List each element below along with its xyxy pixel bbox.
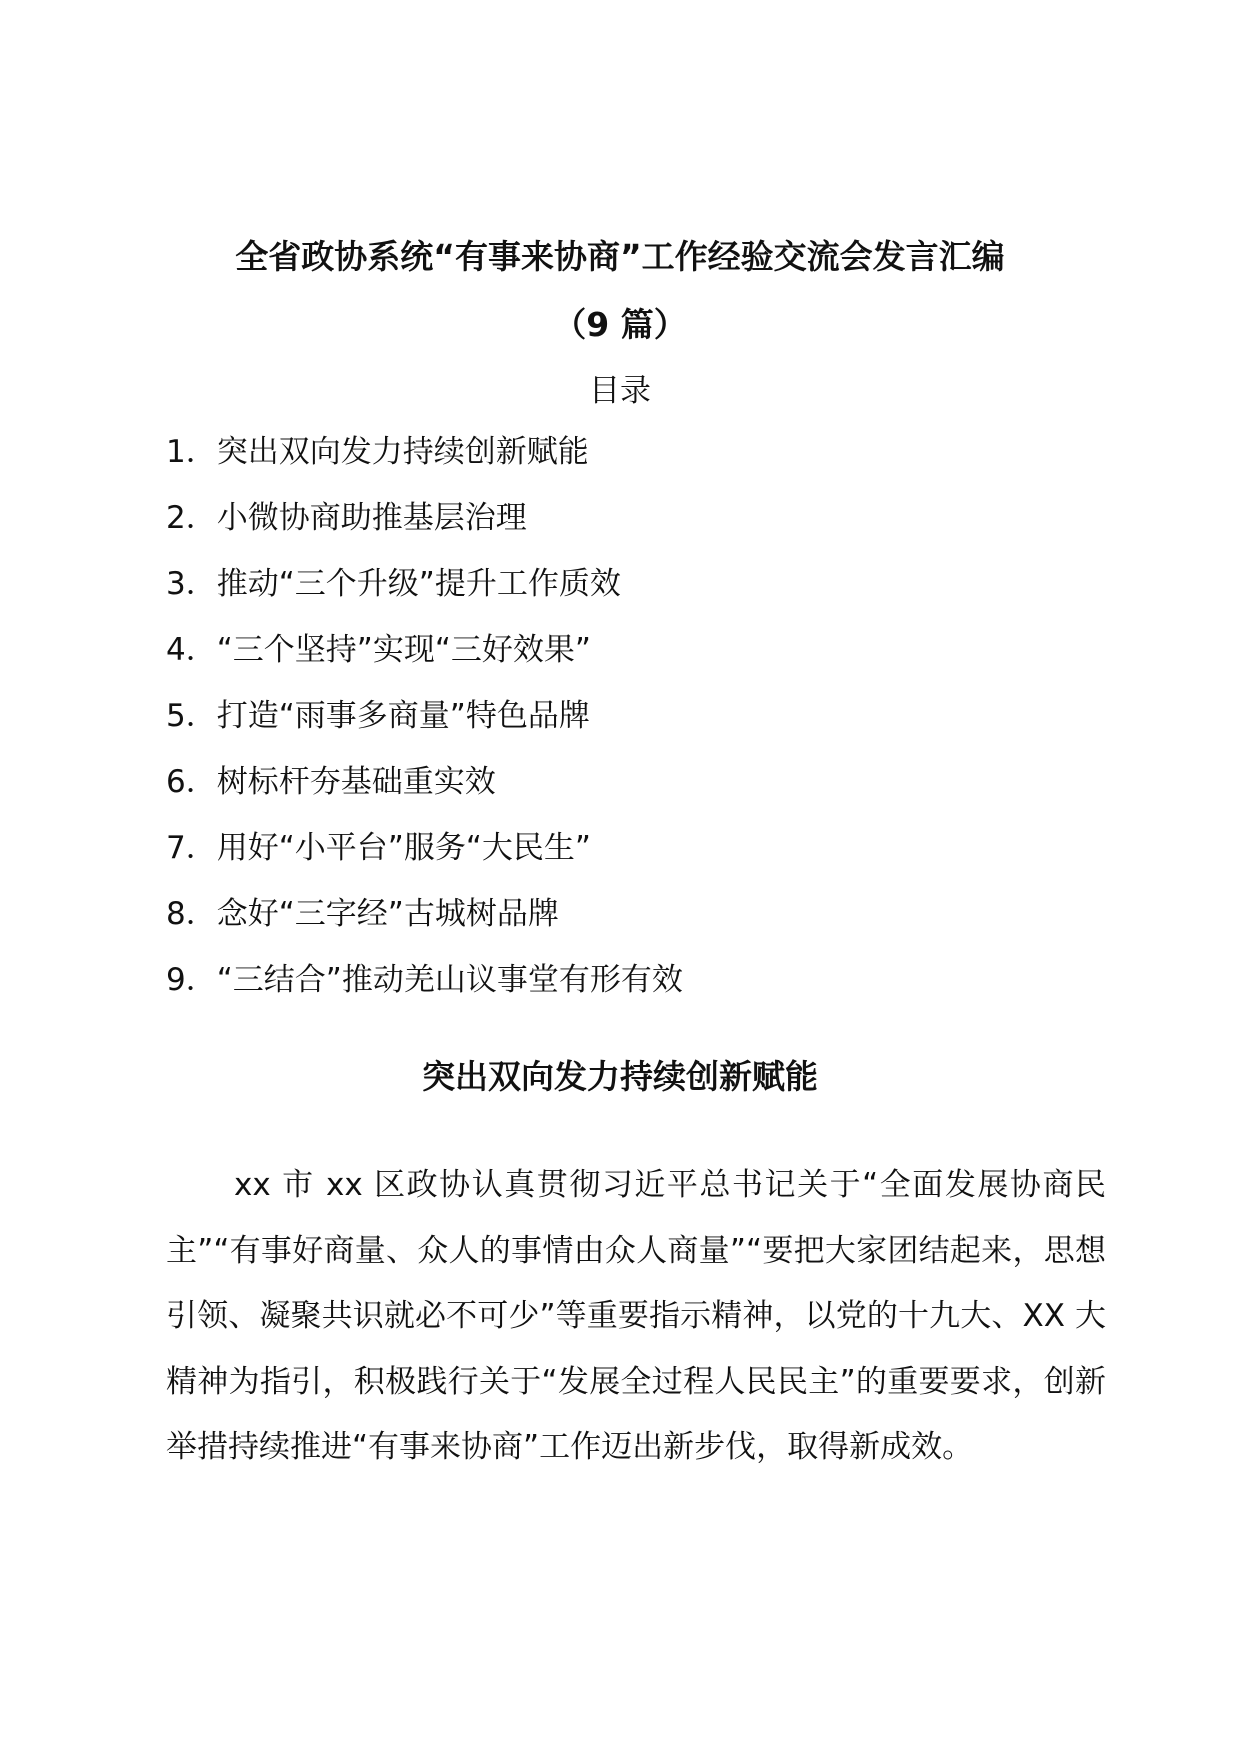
document-subtitle: （9 篇） (553, 305, 687, 344)
toc-item: 4．“三个坚持”实现“三好效果” (166, 632, 591, 668)
toc-item: 8．念好“三字经”古城树品牌 (166, 896, 559, 932)
toc-heading: 目录 (589, 373, 651, 409)
toc-item: 5．打造“雨事多商量”特色品牌 (166, 698, 590, 734)
table-of-contents (166, 432, 683, 1026)
toc-item: 9．“三结合”推动羌山议事堂有形有效 (166, 962, 683, 998)
document-title: 全省政协系统“有事来协商”工作经验交流会发言汇编 (235, 237, 1005, 276)
section-title: 突出双向发力持续创新赋能 (422, 1057, 818, 1096)
toc-item: 1．突出双向发力持续创新赋能 (166, 434, 589, 470)
toc-item: 3．推动“三个升级”提升工作质效 (166, 566, 621, 602)
body-paragraph: xx 市 xx 区政协认真贯彻习近平总书记关于“全面发展协商民主”“有事好商量、众人的事情由众人商量”“要把大家团结起来，思想引领、凝聚共识就必不可少”等重要指示精神，以党的十九大、XX 大精神为指引，积极践行关于“发展全过程人民民主”的重要要求，创新举措持续推进“有事来协商”工作迈出新步伐，取得新成效。 (166, 1167, 1106, 1465)
toc-item: 6．树标杆夯基础重实效 (166, 764, 496, 800)
toc-item: 2．小微协商助推基层治理 (166, 500, 527, 536)
toc-item: 7．用好“小平台”服务“大民生” (166, 830, 591, 866)
